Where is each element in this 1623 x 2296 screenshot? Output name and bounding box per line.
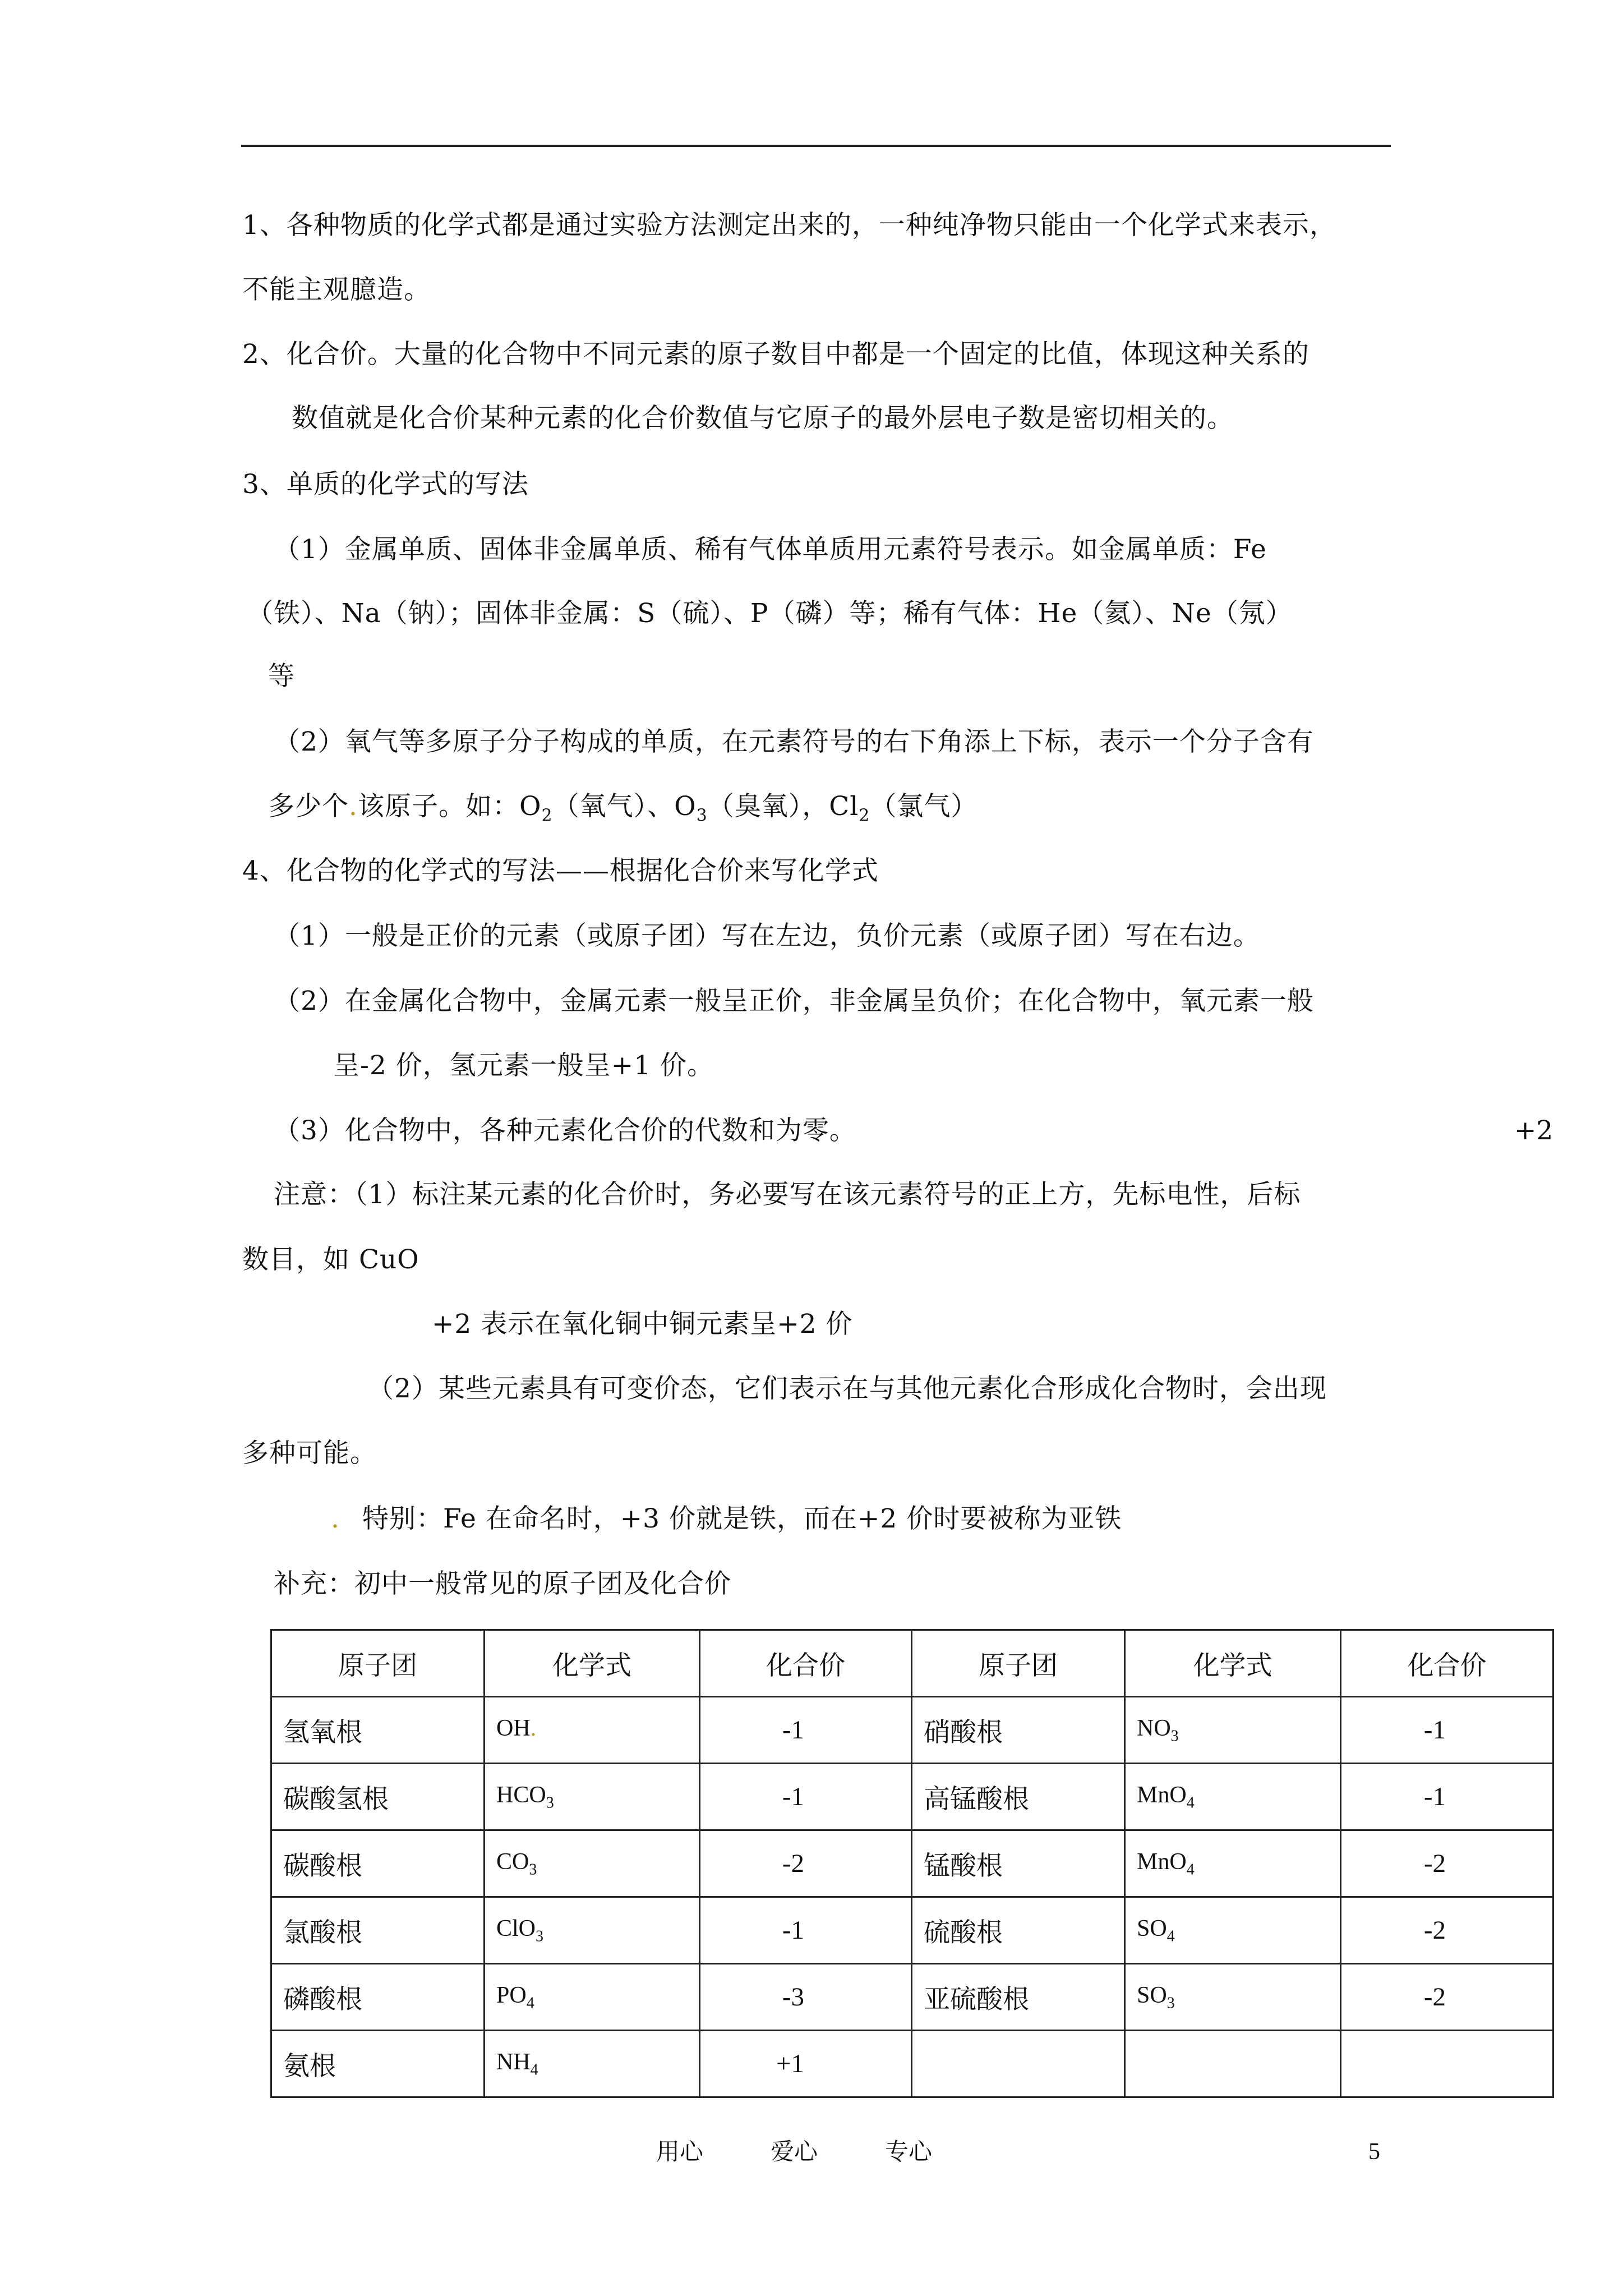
formula-cell — [485, 1964, 700, 2031]
header-cell: 化合价 — [700, 1630, 912, 1697]
formula-text: SO — [1137, 1982, 1167, 2008]
formula-cell — [485, 1830, 700, 1897]
radical-name-cell: 氯酸根 — [271, 1897, 485, 1964]
section-4-item-3: （3）化合物中，各种元素化合价的代数和为零。 — [274, 1115, 856, 1146]
text-segment: （臭氧），Cl — [707, 791, 859, 822]
header-cell: 化合价 — [1341, 1630, 1553, 1697]
radical-name-cell: 碳酸氢根 — [271, 1764, 485, 1830]
formula-text: NH — [496, 2049, 531, 2075]
formula-cell — [1125, 1764, 1341, 1830]
header-cell: 化学式 — [485, 1630, 700, 1697]
paragraph-2-line-1: 2、化合价。大量的化合物中不同元素的原子数目中都是一个固定的比值，体现这种关系的 — [242, 339, 1310, 370]
subscript: 2 — [859, 806, 870, 826]
formula-subscript: 4 — [1186, 1861, 1195, 1879]
valence-cell: -1 — [1341, 1697, 1553, 1764]
special-note — [331, 1502, 1122, 1536]
note-1-line-3: +2 表示在氧化铜中铜元素呈+2 价 — [432, 1309, 853, 1340]
section-4-item-1: （1）一般是正价的元素（或原子团）写在左边，负价元素（或原子团）写在右边。 — [274, 921, 1260, 951]
formula-cell — [485, 1697, 700, 1764]
valence-cell: -1 — [700, 1764, 912, 1830]
formula-subscript: 3 — [529, 1861, 537, 1879]
valence-cell: -2 — [700, 1830, 912, 1897]
table-row — [271, 2031, 1553, 2097]
radical-name-cell: 高锰酸根 — [912, 1764, 1125, 1830]
special-text: 特别：Fe 在命名时，+3 价就是铁，而在+2 价时要被称为亚铁 — [362, 1503, 1122, 1534]
formula-cell — [1125, 1964, 1341, 2031]
radical-valence-table — [270, 1629, 1554, 2098]
section-3-item-1-line-3: 等 — [268, 661, 295, 692]
formula-cell — [1125, 1897, 1341, 1964]
valence-cell: -2 — [1341, 1830, 1553, 1897]
section-3-heading: 3、单质的化学式的写法 — [242, 469, 529, 500]
formula-subscript: 3 — [536, 1927, 544, 1945]
paragraph-2-line-2: 数值就是化合价某种元素的化合价数值与它原子的最外层电子数是密切相关的。 — [292, 403, 1234, 434]
valence-cell: -1 — [700, 1897, 912, 1964]
radical-name-cell: 亚硫酸根 — [912, 1964, 1125, 2031]
radical-name-cell: 锰酸根 — [912, 1830, 1125, 1897]
note-2-line-2: 多种可能。 — [242, 1438, 377, 1469]
radical-name-cell — [912, 2031, 1125, 2097]
section-4-item-2-line-2: 呈-2 价，氢元素一般呈+1 价。 — [333, 1050, 714, 1081]
table-row — [271, 1897, 1553, 1964]
formula-subscript: 4 — [1166, 1927, 1175, 1945]
radical-name-cell: 硫酸根 — [912, 1897, 1125, 1964]
dot-mark: . — [331, 1503, 340, 1534]
formula-text: CO — [496, 1848, 529, 1875]
note-1-line-2: 数目，如 CuO — [242, 1244, 419, 1275]
formula-cell — [485, 1897, 700, 1964]
valence-annotation: +2 — [1514, 1115, 1553, 1146]
section-3-item-2-line-2 — [268, 790, 978, 832]
radical-name-cell: 氨根 — [271, 2031, 485, 2097]
footer-word: 爱心 — [771, 2138, 818, 2165]
footer-word: 专心 — [885, 2138, 933, 2165]
valence-cell: -2 — [1341, 1964, 1553, 2031]
formula-subscript: 3 — [546, 1794, 554, 1812]
formula-subscript: 4 — [526, 1994, 534, 2012]
table-row — [271, 1764, 1553, 1830]
dot-mark: . — [530, 1715, 537, 1741]
formula-text: PO — [496, 1982, 527, 2008]
formula-cell — [485, 2031, 700, 2097]
formula-cell — [1125, 1697, 1341, 1764]
radical-name-cell: 硝酸根 — [912, 1697, 1125, 1764]
formula-text: SO — [1137, 1915, 1167, 1941]
formula-cell — [485, 1764, 700, 1830]
valence-cell: -1 — [700, 1697, 912, 1764]
dot-mark: . — [349, 791, 358, 822]
paragraph-1-line-1: 1、各种物质的化学式都是通过实验方法测定出来的，一种纯净物只能由一个化学式来表示， — [242, 210, 1336, 241]
valence-cell: -3 — [700, 1964, 912, 2031]
formula-text: ClO — [496, 1915, 536, 1941]
formula-text: MnO — [1137, 1848, 1187, 1875]
formula-subscript: 4 — [530, 2061, 538, 2079]
section-4-heading: 4、化合物的化学式的写法——根据化合价来写化学式 — [242, 855, 879, 886]
valence-cell: -1 — [1341, 1764, 1553, 1830]
table-header-row — [271, 1630, 1553, 1697]
footer-word: 用心 — [656, 2138, 704, 2165]
section-3-item-1-line-1: （1）金属单质、固体非金属单质、稀有气体单质用元素符号表示。如金属单质：Fe — [274, 534, 1267, 565]
table-row — [271, 1830, 1553, 1897]
subscript: 2 — [541, 806, 553, 826]
formula-text: OH — [496, 1715, 531, 1741]
header-cell: 原子团 — [271, 1630, 485, 1697]
note-2-line-1: （2）某些元素具有可变价态，它们表示在与其他元素化合形成化合物时，会出现 — [367, 1373, 1327, 1404]
paragraph-1-line-2: 不能主观臆造。 — [242, 274, 431, 305]
radical-name-cell: 磷酸根 — [271, 1964, 485, 2031]
formula-text: HCO — [496, 1782, 546, 1808]
valence-cell — [1341, 2031, 1553, 2097]
subscript: 3 — [696, 806, 708, 826]
valence-cell: -2 — [1341, 1897, 1553, 1964]
table-row — [271, 1964, 1553, 2031]
formula-cell — [1125, 1830, 1341, 1897]
section-3-item-2-line-1: （2）氧气等多原子分子构成的单质，在元素符号的右下角添上下标，表示一个分子含有 — [274, 726, 1314, 757]
formula-subscript: 4 — [1186, 1794, 1195, 1812]
formula-subscript: 3 — [1170, 1727, 1179, 1745]
supplement-heading: 补充：初中一般常见的原子团及化合价 — [274, 1568, 731, 1599]
formula-text: MnO — [1137, 1782, 1187, 1808]
formula-subscript: 3 — [1166, 1994, 1175, 2012]
radical-name-cell: 氢氧根 — [271, 1697, 485, 1764]
text-segment: （氧气）、O — [552, 791, 697, 822]
formula-cell — [1125, 2031, 1341, 2097]
text-segment: 多少个 — [268, 791, 349, 822]
header-cell: 原子团 — [912, 1630, 1125, 1697]
table-body — [271, 1697, 1553, 2097]
section-4-item-2-line-1: （2）在金属化合物中，金属元素一般呈正价，非金属呈负价；在化合物中，氧元素一般 — [274, 986, 1314, 1016]
valence-cell: +1 — [700, 2031, 912, 2097]
text-segment: 该原子。如：O — [357, 791, 542, 822]
table-row — [271, 1697, 1553, 1764]
note-1-line-1: 注意：（1）标注某元素的化合价时，务必要写在该元素符号的正上方，先标电性，后标 — [274, 1179, 1301, 1210]
header-cell: 化学式 — [1125, 1630, 1341, 1697]
footer-motto — [656, 2136, 999, 2168]
section-3-item-1-line-2: （铁）、Na（钠）；固体非金属：S（硫）、P（磷）等；稀有气体：He（氦）、Ne（氖） — [247, 598, 1293, 629]
formula-text: NO — [1137, 1715, 1171, 1741]
header-rule — [241, 145, 1391, 147]
text-segment: （氯气） — [870, 791, 978, 822]
page-number: 5 — [1368, 2139, 1380, 2165]
radical-name-cell: 碳酸根 — [271, 1830, 485, 1897]
